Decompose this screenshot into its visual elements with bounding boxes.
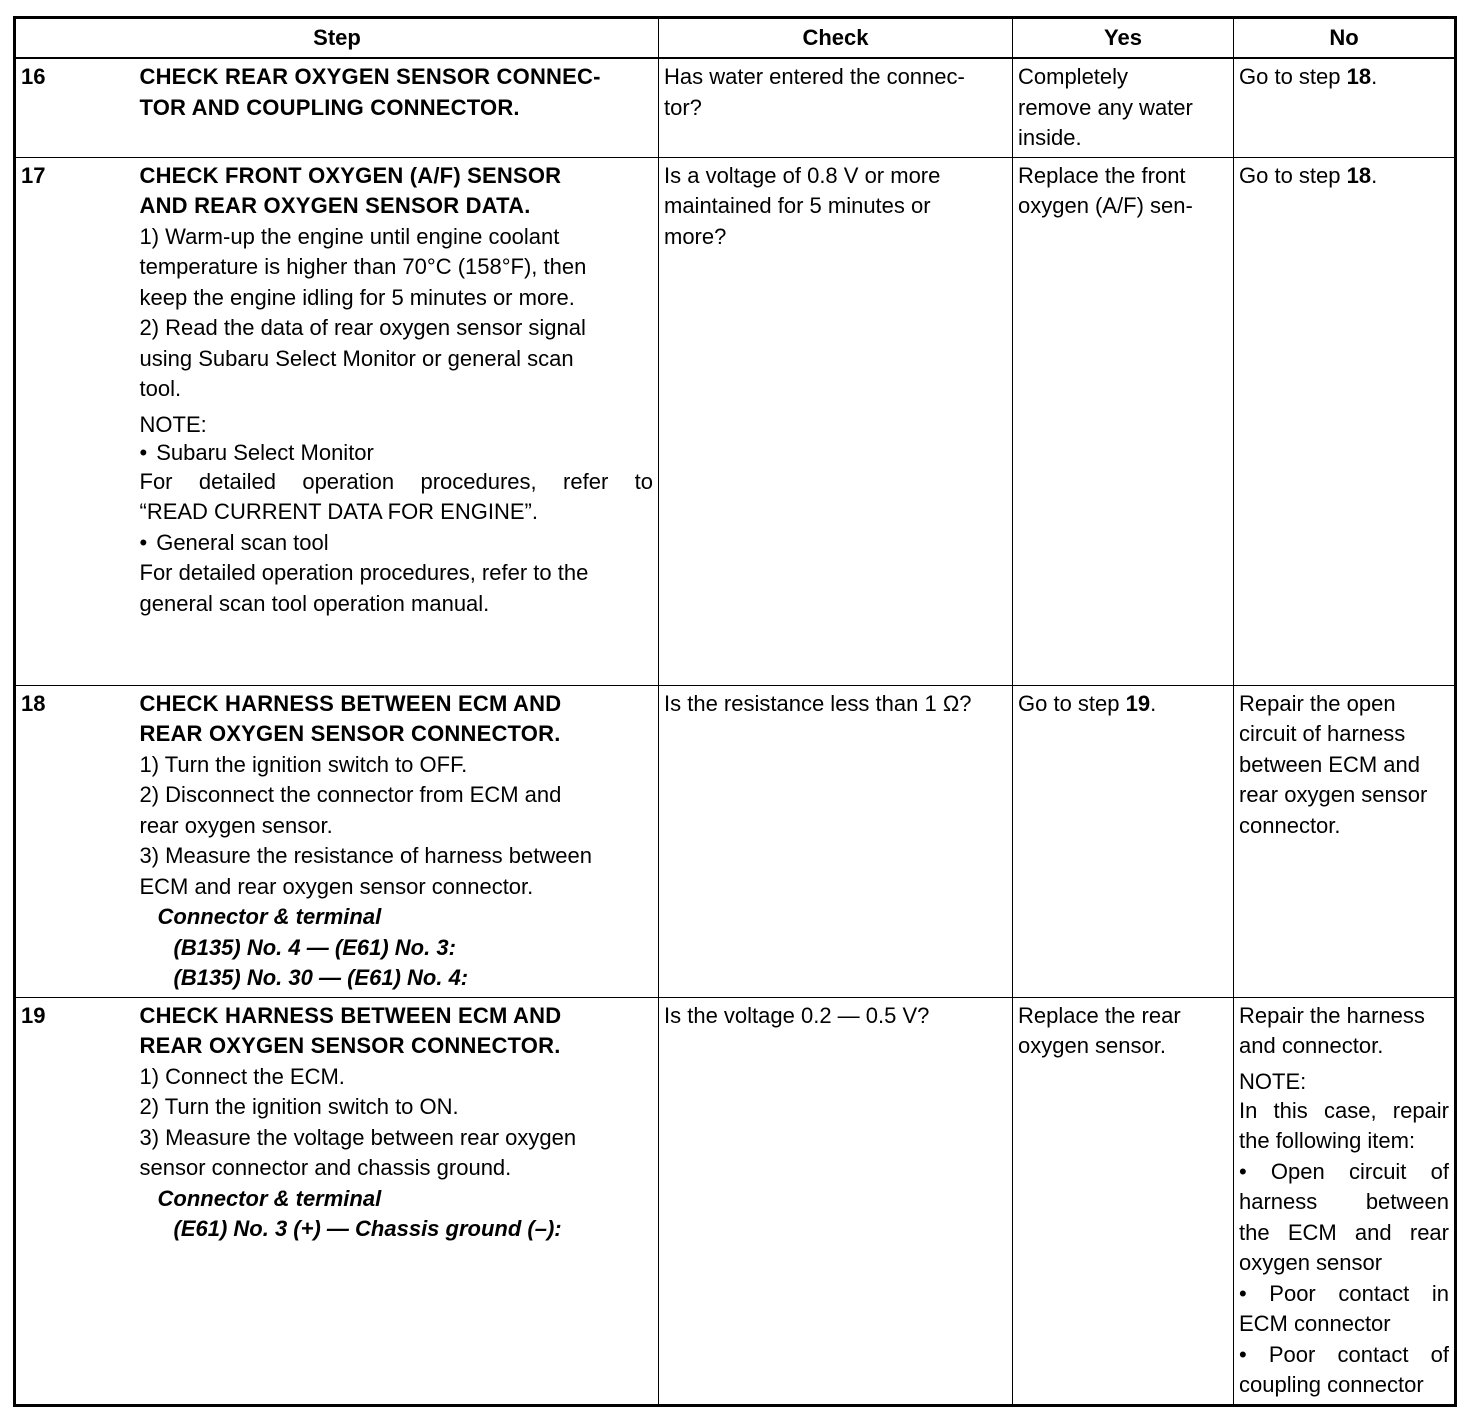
step-instruction: 3) Measure the voltage between rear oxygen: [139, 1124, 577, 1150]
yes-cell: [1013, 58, 1234, 157]
yes-text: oxygen sensor.: [1018, 1033, 1166, 1058]
no-cell: [1234, 997, 1456, 1405]
step-number: 16: [15, 58, 135, 157]
yes-cell: [1013, 157, 1234, 685]
step-instruction: keep the engine idling for 5 minutes or more.: [139, 284, 575, 310]
step-instruction: 1) Connect the ECM.: [139, 1063, 345, 1089]
note-text: For detailed operation procedures, refer to the: [139, 560, 589, 585]
no-text: the following item:: [1239, 1128, 1416, 1153]
step-instruction: sensor connector and chassis ground.: [139, 1155, 512, 1180]
header-yes: Yes: [1013, 18, 1234, 59]
note-label: NOTE:: [1239, 1068, 1307, 1094]
step-cell: [135, 997, 659, 1405]
header-no: No: [1234, 18, 1456, 59]
step-instruction: rear oxygen sensor.: [139, 812, 333, 838]
step-title: REAR OXYGEN SENSOR CONNECTOR.: [139, 1033, 561, 1058]
note-text: “READ CURRENT DATA FOR ENGINE”.: [139, 499, 538, 524]
no-text-suffix: .: [1371, 64, 1378, 89]
check-text: Is the resistance less than 1 Ω?: [664, 690, 972, 716]
yes-text: inside.: [1018, 125, 1082, 150]
step-instruction: 2) Read the data of rear oxygen sensor signal: [139, 315, 586, 340]
no-text: coupling connector: [1239, 1372, 1424, 1397]
step-instruction: 1) Warm-up the engine until engine coolant: [139, 223, 560, 249]
yes-text: Go to step: [1018, 690, 1126, 716]
check-text: more?: [664, 223, 727, 249]
step-title: CHECK HARNESS BETWEEN ECM AND: [139, 1002, 562, 1028]
no-text: circuit of harness: [1239, 721, 1406, 746]
step-instruction: 3) Measure the resistance of harness between: [139, 843, 592, 868]
no-text: oxygen sensor: [1239, 1250, 1383, 1275]
step-instruction: 2) Turn the ignition switch to ON.: [139, 1094, 459, 1119]
check-text: Is a voltage of 0.8 V or more: [664, 162, 941, 188]
check-text: tor?: [664, 94, 702, 120]
table-row-16: [15, 58, 1456, 157]
no-text-suffix: .: [1371, 162, 1378, 188]
connector-label: Connector & terminal: [157, 1185, 382, 1211]
check-text: Has water entered the connec-: [664, 64, 965, 89]
yes-text: Replace the front: [1018, 162, 1186, 188]
no-bullet: • Open circuit of: [1239, 1158, 1449, 1184]
yes-text: remove any water: [1018, 94, 1193, 120]
no-bullet: • Poor contact in: [1239, 1280, 1449, 1306]
note-bullet: • General scan tool: [140, 528, 654, 559]
yes-text: Replace the rear: [1018, 1002, 1181, 1028]
step-title: CHECK REAR OXYGEN SENSOR CONNEC-: [139, 64, 601, 89]
step-number: 18: [15, 685, 135, 997]
step-instruction: using Subaru Select Monitor or general scan: [139, 345, 574, 371]
step-title: CHECK FRONT OXYGEN (A/F) SENSOR: [139, 162, 562, 188]
check-cell: [659, 997, 1013, 1405]
no-text: Repair the harness: [1239, 1002, 1425, 1028]
no-cell: [1234, 157, 1456, 685]
no-text: rear oxygen sensor: [1239, 782, 1428, 807]
note-text: For detailed operation procedures, refer to: [139, 468, 653, 494]
table-row-18: [15, 685, 1456, 997]
check-cell: [659, 685, 1013, 997]
step-instruction: 1) Turn the ignition switch to OFF.: [139, 751, 468, 777]
no-text: ECM connector: [1239, 1311, 1391, 1336]
no-text: between ECM and: [1239, 751, 1420, 777]
yes-text: Completely: [1018, 64, 1129, 89]
connector-terminal: (B135) No. 4 — (E61) No. 3:: [173, 934, 456, 960]
note-bullet: • Subaru Select Monitor: [140, 439, 654, 467]
step-title: AND REAR OXYGEN SENSOR DATA.: [139, 193, 531, 218]
no-text: Repair the open: [1239, 690, 1396, 716]
step-cell: [135, 58, 659, 157]
step-instruction: temperature is higher than 70°C (158°F), then: [139, 254, 587, 279]
step-cell: [135, 685, 659, 997]
no-cell: [1234, 58, 1456, 157]
yes-text-suffix: .: [1150, 690, 1157, 716]
header-check: Check: [659, 18, 1013, 59]
yes-cell: [1013, 685, 1234, 997]
no-text: Go to step: [1239, 162, 1347, 188]
no-text: harness between: [1239, 1189, 1449, 1214]
yes-text: oxygen (A/F) sen-: [1018, 193, 1193, 218]
step-cell: [135, 157, 659, 685]
step-instruction: 2) Disconnect the connector from ECM and: [139, 782, 562, 807]
table-row-17: [15, 157, 1456, 685]
check-cell: [659, 58, 1013, 157]
step-title: TOR AND COUPLING CONNECTOR.: [139, 94, 520, 120]
step-title: REAR OXYGEN SENSOR CONNECTOR.: [139, 721, 561, 746]
no-text: the ECM and rear: [1239, 1219, 1449, 1245]
step-instruction: ECM and rear oxygen sensor connector.: [139, 873, 534, 899]
check-text: Is the voltage 0.2 — 0.5 V?: [664, 1002, 930, 1028]
step-instruction: tool.: [139, 376, 182, 401]
connector-terminal: (B135) No. 30 — (E61) No. 4:: [173, 965, 469, 990]
check-cell: [659, 157, 1013, 685]
no-text: connector.: [1239, 812, 1341, 838]
connector-terminal: (E61) No. 3 (+) — Chassis ground (–):: [173, 1216, 562, 1241]
no-text: Go to step: [1239, 64, 1347, 89]
step-reference[interactable]: 18: [1346, 64, 1372, 89]
diagnostic-table: [13, 16, 1457, 1407]
no-text: In this case, repair: [1239, 1097, 1449, 1123]
no-bullet: • Poor contact of: [1239, 1341, 1449, 1367]
header-row: [15, 18, 1456, 59]
step-number: 19: [15, 997, 135, 1405]
no-text: and connector.: [1239, 1033, 1384, 1058]
step-title: CHECK HARNESS BETWEEN ECM AND: [139, 690, 562, 716]
step-reference[interactable]: 19: [1125, 690, 1151, 716]
check-text: maintained for 5 minutes or: [664, 193, 931, 218]
no-cell: [1234, 685, 1456, 997]
step-reference[interactable]: 18: [1346, 162, 1372, 188]
note-label: NOTE:: [139, 411, 207, 437]
table-row-19: [15, 997, 1456, 1405]
connector-label: Connector & terminal: [157, 904, 382, 929]
yes-cell: [1013, 997, 1234, 1405]
note-text: general scan tool operation manual.: [139, 590, 490, 616]
step-number: 17: [15, 157, 135, 685]
header-step: Step: [15, 18, 659, 59]
